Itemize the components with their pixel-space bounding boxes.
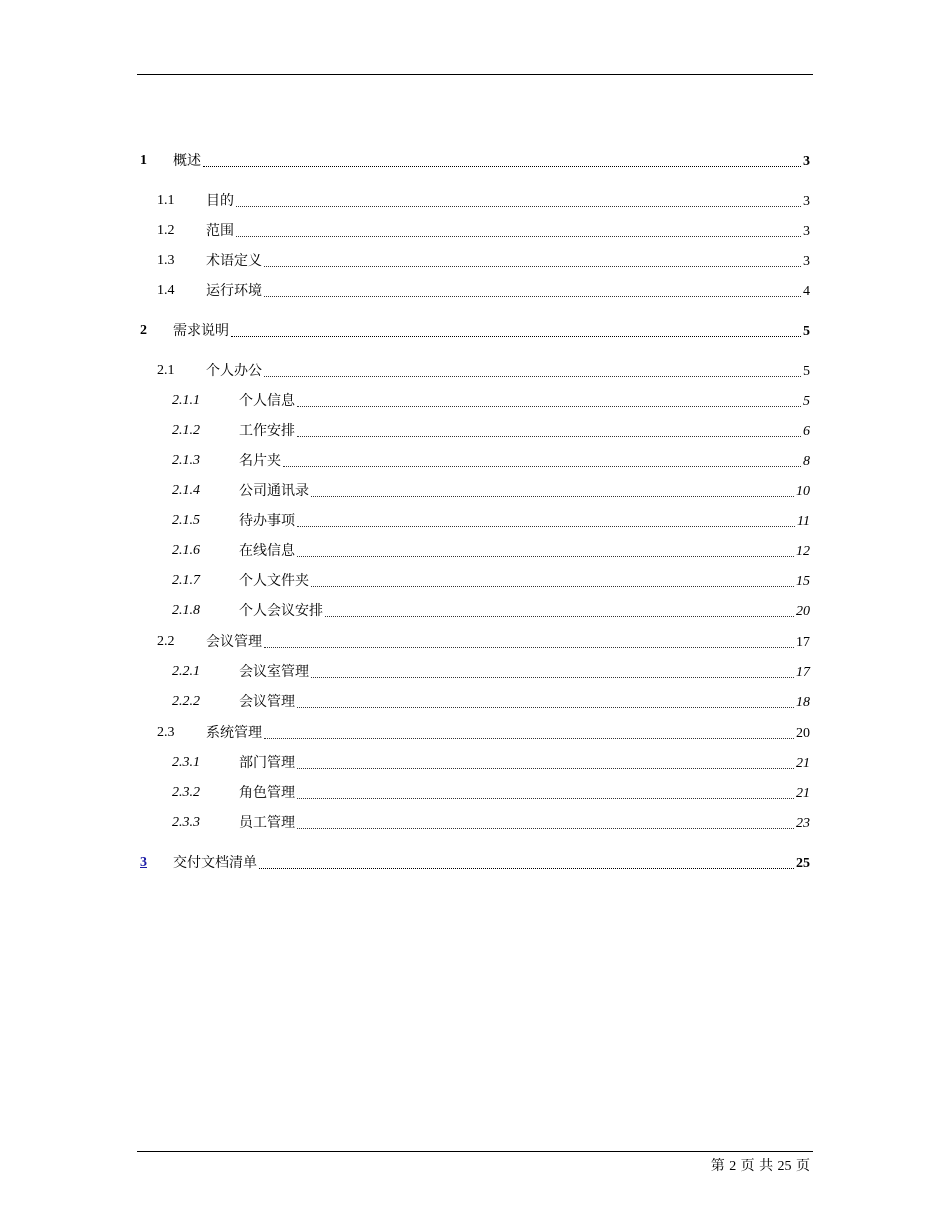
- toc-entry-number: 2.1.5: [172, 513, 200, 528]
- footer-middle: 页 共: [740, 1158, 774, 1174]
- toc-entry[interactable]: [0, 250, 950, 272]
- toc-entry-leader-line: [239, 570, 810, 592]
- toc-entry-leader-line: [239, 510, 810, 532]
- toc-entry-page: 3: [803, 194, 810, 209]
- toc-entry-title: 范围: [206, 223, 234, 239]
- toc-entry[interactable]: [0, 190, 950, 212]
- toc-entry[interactable]: [0, 570, 950, 592]
- toc-entry-leader-line: [173, 320, 810, 342]
- toc-entry-title: 目的: [206, 193, 234, 209]
- toc-entry[interactable]: [0, 691, 950, 713]
- dot-leader: [264, 376, 801, 377]
- toc-entry-number: 2.2.2: [172, 694, 200, 709]
- toc-entry-page: 25: [796, 856, 810, 871]
- dot-leader: [231, 336, 801, 337]
- toc-entry-leader-line: [239, 390, 810, 412]
- toc-entry-title: 需求说明: [173, 323, 229, 339]
- toc-entry-number: 1: [140, 153, 147, 168]
- toc-entry-page: 3: [803, 154, 810, 169]
- toc-entry-leader-line: [239, 782, 810, 804]
- toc-entry-title: 角色管理: [239, 785, 295, 801]
- toc-entry-title: 系统管理: [206, 725, 262, 741]
- dot-leader: [264, 647, 794, 648]
- toc-entry-leader-line: [239, 420, 810, 442]
- toc-entry-leader-line: [239, 540, 810, 562]
- toc-entry-number: 2: [140, 323, 147, 338]
- toc-entry-page: 11: [797, 514, 810, 529]
- toc-entry-number: 2.1.6: [172, 543, 200, 558]
- dot-leader: [264, 738, 794, 739]
- dot-leader: [297, 768, 794, 769]
- dot-leader: [297, 436, 801, 437]
- toc-entry-number: 2.1.2: [172, 423, 200, 438]
- toc-entry-page: 20: [796, 726, 810, 741]
- toc-entry[interactable]: [0, 852, 950, 874]
- toc-entry[interactable]: [0, 150, 950, 172]
- page-footer: [711, 1155, 810, 1178]
- toc-entry[interactable]: [0, 510, 950, 532]
- toc-entry-title: 工作安排: [239, 423, 295, 439]
- toc-entry-title: 运行环境: [206, 283, 262, 299]
- toc-entry-page: 17: [796, 635, 810, 650]
- toc-entry[interactable]: [0, 390, 950, 412]
- toc-entry-title: 个人会议安排: [239, 603, 323, 619]
- toc-entry[interactable]: [0, 280, 950, 302]
- dot-leader: [311, 586, 794, 587]
- dot-leader: [203, 166, 801, 167]
- toc-entry[interactable]: [0, 480, 950, 502]
- toc-entry-page: 3: [803, 254, 810, 269]
- toc-entry-title: 会议管理: [206, 634, 262, 650]
- toc-entry-title: 待办事项: [239, 513, 295, 529]
- toc-entry-leader-line: [206, 190, 810, 212]
- toc-entry[interactable]: [0, 782, 950, 804]
- toc-entry-page: 23: [796, 816, 810, 831]
- toc-entry-number: 2.3.1: [172, 755, 200, 770]
- footer-total-pages: 25: [777, 1159, 792, 1174]
- dot-leader: [297, 828, 794, 829]
- toc-entry-title: 交付文档清单: [173, 855, 257, 871]
- toc-entry-title: 术语定义: [206, 253, 262, 269]
- dot-leader: [297, 798, 794, 799]
- toc-entry-page: 5: [803, 324, 810, 339]
- footer-rule: [137, 1151, 813, 1152]
- toc-entry-leader-line: [206, 280, 810, 302]
- toc-entry-leader-line: [173, 150, 810, 172]
- toc-entry-title: 概述: [173, 153, 201, 169]
- toc-entry[interactable]: [0, 220, 950, 242]
- toc-entry-title: 会议管理: [239, 694, 295, 710]
- dot-leader: [264, 296, 801, 297]
- toc-entry-number: 2.1.3: [172, 453, 200, 468]
- toc-entry-leader-line: [239, 480, 810, 502]
- toc-entry-number: 2.1.8: [172, 603, 200, 618]
- toc-entry-number: 1.4: [157, 283, 175, 298]
- toc-entry-number: 2.2.1: [172, 664, 200, 679]
- toc-entry[interactable]: [0, 360, 950, 382]
- dot-leader: [264, 266, 801, 267]
- toc-entry-title: 个人文件夹: [239, 573, 309, 589]
- toc-entry-page: 4: [803, 284, 810, 299]
- footer-prefix: 第: [710, 1158, 725, 1174]
- toc-entry-number: 2.1.1: [172, 393, 200, 408]
- toc-entry-leader-line: [206, 722, 810, 744]
- toc-entry-leader-line: [173, 852, 810, 874]
- toc-entry-page: 15: [796, 574, 810, 589]
- toc-entry-leader-line: [239, 661, 810, 683]
- footer-suffix: 页: [796, 1158, 810, 1174]
- toc-entry-leader-line: [239, 812, 810, 834]
- toc-entry-leader-line: [206, 631, 810, 653]
- toc-entry[interactable]: [0, 320, 950, 342]
- toc-entry-number: 2.1: [157, 363, 175, 378]
- toc-entry-leader-line: [239, 691, 810, 713]
- toc-entry-page: 8: [803, 454, 810, 469]
- toc-entry-leader-line: [239, 752, 810, 774]
- toc-entry[interactable]: [0, 600, 950, 622]
- toc-entry-title: 公司通讯录: [239, 483, 309, 499]
- toc-entry-page: 3: [803, 224, 810, 239]
- toc-entry-page: 21: [796, 786, 810, 801]
- toc-entry-page: 20: [796, 604, 810, 619]
- toc-entry-leader-line: [206, 360, 810, 382]
- toc-entry-leader-line: [206, 220, 810, 242]
- toc-entry[interactable]: [0, 540, 950, 562]
- toc-entry[interactable]: [0, 812, 950, 834]
- dot-leader: [311, 496, 794, 497]
- toc-entry-page: 21: [796, 756, 810, 771]
- dot-leader: [311, 677, 794, 678]
- dot-leader: [297, 406, 801, 407]
- toc-entry[interactable]: [0, 420, 950, 442]
- dot-leader: [297, 526, 795, 527]
- toc-entry-title: 部门管理: [239, 755, 295, 771]
- toc-entry-number[interactable]: 3: [140, 855, 147, 870]
- toc-entry[interactable]: [0, 661, 950, 683]
- toc-entry[interactable]: [0, 450, 950, 472]
- toc-entry-title: 会议室管理: [239, 664, 309, 680]
- toc-entry-title: 在线信息: [239, 543, 295, 559]
- toc-entry-leader-line: [239, 600, 810, 622]
- toc-entry-page: 10: [796, 484, 810, 499]
- toc-entry-leader-line: [239, 450, 810, 472]
- dot-leader: [283, 466, 801, 467]
- toc-entry[interactable]: [0, 631, 950, 653]
- toc-entry-title: 个人信息: [239, 393, 295, 409]
- toc-entry[interactable]: [0, 752, 950, 774]
- toc-entry-page: 6: [803, 424, 810, 439]
- dot-leader: [236, 206, 801, 207]
- toc-entry-title: 名片夹: [239, 453, 281, 469]
- dot-leader: [236, 236, 801, 237]
- toc-entry[interactable]: [0, 722, 950, 744]
- dot-leader: [297, 556, 794, 557]
- toc-entry-number: 2.3: [157, 725, 175, 740]
- toc-entry-title: 个人办公: [206, 363, 262, 379]
- toc-entry-page: 5: [803, 394, 810, 409]
- dot-leader: [259, 868, 794, 869]
- toc-entry-page: 5: [803, 364, 810, 379]
- toc-entry-title: 员工管理: [239, 815, 295, 831]
- footer-current-page: 2: [729, 1159, 737, 1174]
- toc-entry-page: 17: [796, 665, 810, 680]
- toc-entry-number: 2.1.7: [172, 573, 200, 588]
- toc-entry-number: 1.3: [157, 253, 175, 268]
- toc-entry-page: 12: [796, 544, 810, 559]
- dot-leader: [325, 616, 794, 617]
- toc-entry-page: 18: [796, 695, 810, 710]
- dot-leader: [297, 707, 794, 708]
- toc-entry-number: 2.1.4: [172, 483, 200, 498]
- toc-entry-number: 2.3.3: [172, 815, 200, 830]
- toc-entry-number: 1.2: [157, 223, 175, 238]
- toc-entry-number: 1.1: [157, 193, 175, 208]
- toc-entry-leader-line: [206, 250, 810, 272]
- toc-entry-number: 2.3.2: [172, 785, 200, 800]
- toc-entry-number: 2.2: [157, 634, 175, 649]
